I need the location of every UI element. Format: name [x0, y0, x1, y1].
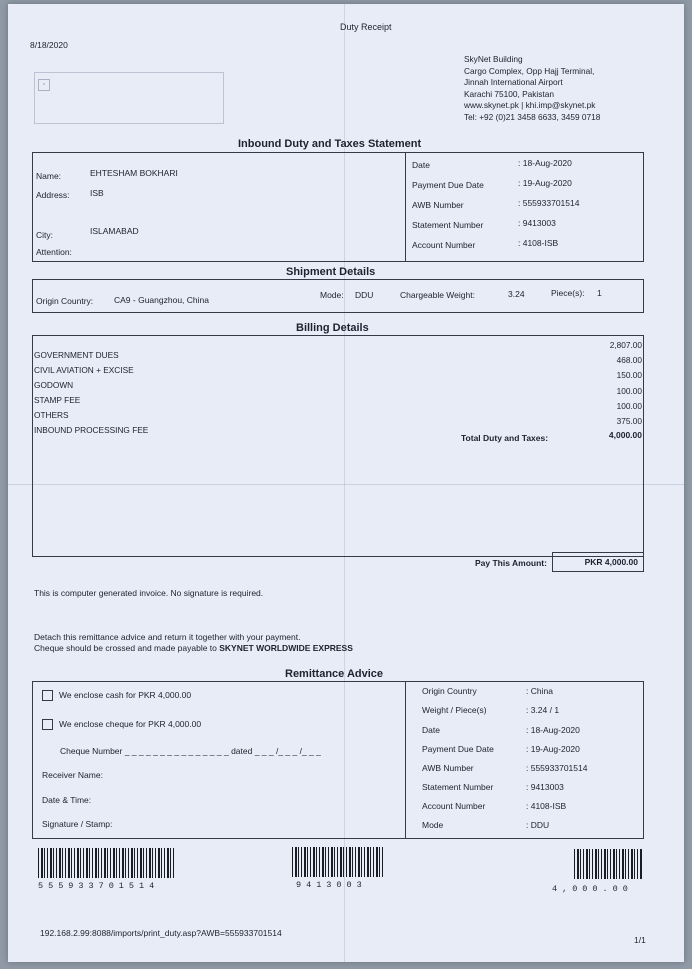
awb-barcode-number: 555933701514 — [38, 881, 160, 891]
address-line: Cargo Complex, Opp Hajj Terminal, — [464, 65, 595, 76]
r-weight-label: Weight / Piece(s) — [422, 705, 487, 715]
r-mode-label: Mode — [422, 820, 444, 830]
r-statement-label: Statement Number — [422, 782, 494, 792]
account-number-value: : 4108-ISB — [518, 238, 559, 248]
cash-checkbox[interactable] — [42, 690, 53, 701]
divider — [405, 153, 406, 261]
origin-value: CA9 - Guangzhou, China — [114, 295, 209, 305]
address-value: ISB — [90, 188, 104, 198]
attention-label: Attention: — [36, 247, 72, 257]
account-number-label: Account Number — [412, 240, 476, 250]
document-title: Duty Receipt — [340, 22, 392, 32]
billing-item-amount: 2,807.00 — [609, 340, 642, 350]
r-account-value: : 4108-ISB — [526, 801, 567, 811]
due-date-label: Payment Due Date — [412, 180, 484, 190]
awb-label: AWB Number — [412, 200, 464, 210]
billing-amounts — [568, 338, 642, 429]
date-label: Date — [412, 160, 430, 170]
billing-item-amount: 150.00 — [616, 370, 642, 381]
cheque-option — [42, 719, 201, 730]
company-address — [464, 54, 600, 123]
shipment-title: Shipment Details — [286, 266, 376, 278]
amount-barcode-number: 4,000.00 — [552, 884, 633, 894]
cheque-note — [34, 643, 353, 653]
weight-label: Chargeable Weight: — [400, 290, 475, 300]
billing-item-amount: 100.00 — [616, 385, 642, 396]
divider — [405, 682, 406, 838]
duty-receipt-page — [8, 4, 684, 962]
name-label: Name: — [36, 171, 62, 181]
billing-item-label: CIVIL AVIATION + EXCISE — [34, 365, 134, 375]
detach-note: Detach this remittance advice and return it together with your payment. — [34, 632, 301, 642]
address-line: SkyNet Building — [464, 54, 523, 64]
due-date-value: : 19-Aug-2020 — [518, 178, 572, 188]
mode-value: DDU — [355, 290, 374, 300]
r-mode-value: : DDU — [526, 820, 550, 830]
statement-barcode — [292, 847, 384, 877]
r-date-value: : 18-Aug-2020 — [526, 725, 580, 735]
logo-placeholder — [34, 72, 224, 124]
statement-number-value: : 9413003 — [518, 218, 556, 228]
weight-value: 3.24 — [508, 289, 525, 299]
pay-label: Pay This Amount: — [475, 558, 547, 568]
billing-item-amount: 468.00 — [616, 355, 642, 366]
cheque-number-line: Cheque Number _ _ _ _ _ _ _ _ _ _ _ _ _ _ _ dated _ _ _ /_ _ _ /_ _ _ — [60, 746, 321, 756]
signature-label: Signature / Stamp: — [42, 819, 113, 829]
billing-item-label: GOVERNMENT DUES — [34, 350, 119, 360]
address-line: Jinnah International Airport — [464, 77, 563, 87]
r-due-date-label: Payment Due Date — [422, 744, 494, 754]
receiver-label: Receiver Name: — [42, 770, 103, 780]
cheque-option-label: We enclose cheque for PKR 4,000.00 — [59, 719, 202, 729]
r-due-date-value: : 19-Aug-2020 — [526, 744, 580, 754]
name-value: EHTESHAM BOKHARI — [90, 168, 178, 178]
billing-item-amount: 375.00 — [616, 416, 642, 427]
pieces-label: Piece(s): — [551, 288, 585, 298]
page-number: 1/1 — [634, 935, 646, 945]
address-line: Karachi 75100, Pakistan — [464, 88, 554, 99]
cash-option — [42, 690, 191, 701]
cheque-note-text: Cheque should be crossed and made payable to — [34, 643, 220, 653]
statement-barcode-number: 9413003 — [296, 880, 367, 890]
cheque-checkbox[interactable] — [42, 719, 53, 730]
r-date-label: Date — [422, 725, 440, 735]
billing-item-label: OTHERS — [34, 410, 69, 420]
r-origin-label: Origin Country — [422, 686, 477, 696]
print-url: 192.168.2.99:8088/imports/print_duty.asp?AWB=555933701514 — [40, 928, 282, 938]
mode-label: Mode: — [320, 290, 344, 300]
remittance-title: Remittance Advice — [285, 668, 384, 680]
broken-image-icon: ▫ — [38, 79, 50, 91]
total-value: 4,000.00 — [608, 430, 642, 440]
r-account-label: Account Number — [422, 801, 486, 811]
computer-generated-note: This is computer generated invoice. No signature is required. — [34, 588, 264, 598]
statement-title: Inbound Duty and Taxes Statement — [238, 138, 422, 150]
address-line: www.skynet.pk | khi.imp@skynet.pk — [464, 100, 596, 110]
awb-value: : 555933701514 — [518, 198, 580, 208]
date-value: : 18-Aug-2020 — [518, 158, 572, 168]
awb-barcode — [38, 848, 174, 878]
r-awb-label: AWB Number — [422, 763, 474, 773]
r-awb-value: : 555933701514 — [526, 763, 588, 773]
billing-item-label: GODOWN — [34, 380, 74, 390]
address-line: Tel: +92 (0)21 3458 6633, 3459 0718 — [464, 111, 601, 122]
billing-items — [34, 348, 148, 438]
billing-title: Billing Details — [296, 322, 369, 334]
pieces-value: 1 — [597, 288, 602, 298]
datetime-label: Date & Time: — [42, 795, 92, 805]
cash-option-label: We enclose cash for PKR 4,000.00 — [59, 690, 192, 700]
r-statement-value: : 9413003 — [526, 782, 564, 792]
total-label: Total Duty and Taxes: — [461, 433, 549, 443]
billing-item-amount: 100.00 — [616, 400, 642, 411]
statement-number-label: Statement Number — [412, 220, 484, 230]
city-label: City: — [36, 230, 53, 240]
r-origin-value: : China — [526, 686, 553, 696]
billing-item-label: STAMP FEE — [34, 395, 81, 405]
amount-barcode — [574, 849, 642, 879]
address-label: Address: — [36, 190, 70, 200]
payee-name: SKYNET WORLDWIDE EXPRESS — [219, 643, 353, 653]
origin-label: Origin Country: — [36, 296, 94, 306]
billing-item-label: INBOUND PROCESSING FEE — [34, 425, 149, 435]
r-weight-value: : 3.24 / 1 — [526, 705, 560, 715]
city-value: ISLAMABAD — [90, 226, 139, 236]
pay-value: PKR 4,000.00 — [584, 557, 638, 567]
print-date: 8/18/2020 — [30, 40, 68, 50]
